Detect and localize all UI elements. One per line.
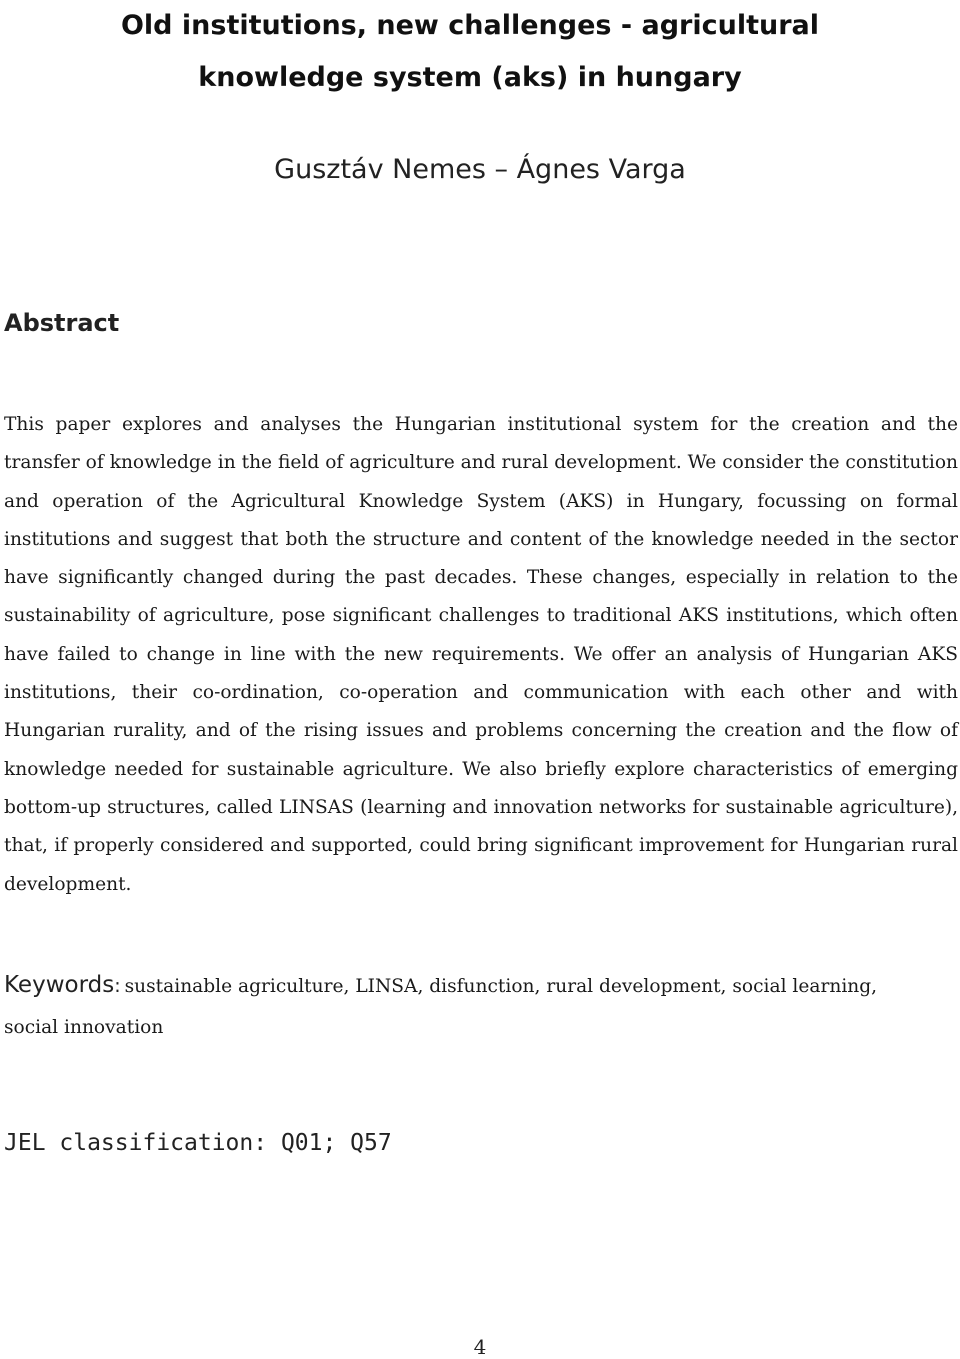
page-number: 4 — [473, 1335, 487, 1359]
keywords-value: sustainable agriculture, LINSA, disfunction, rural development, social learning, social innovation — [4, 976, 878, 1038]
keywords-label: Keywords — [4, 972, 115, 998]
abstract-body: This paper explores and analyses the Hungarian institutional system for the creation and the transfer of knowledge in the field of agriculture and rural development. We consider the constitution and operation of the Agricultural Knowledge System (AKS) in Hungary, focussing on formal institutions and suggest that both the structure and content of the knowledge needed in the sector have significantly changed during the past decades. These changes, especially in relation to the sustainability of agriculture, pose significant challenges to traditional AKS institutions, which often have failed to change in line with the new requirements. We offer an analysis of Hungarian AKS institutions, their co-ordination, co-operation and communication with each other and with Hungarian rurality, and of the rising issues and problems concerning the creation and the flow of knowledge needed for sustainable agriculture. We also briefly explore characteristics of emerging bottom-up structures, called LINSAS (learning and innovation networks for sustainable agriculture), that, if properly considered and supported, could bring significant improvement for Hungarian rural development. — [4, 414, 958, 895]
abstract-heading: Abstract — [4, 309, 120, 337]
authors: Gusztáv Nemes – Ágnes Varga — [274, 154, 686, 185]
keywords-line — [4, 965, 934, 1049]
keywords-colon: : — [114, 975, 121, 997]
paper-title: Old institutions, new challenges - agricultural knowledge system (aks) in hungary — [120, 10, 820, 93]
jel-classification: JEL classification: Q01; Q57 — [4, 1130, 392, 1156]
